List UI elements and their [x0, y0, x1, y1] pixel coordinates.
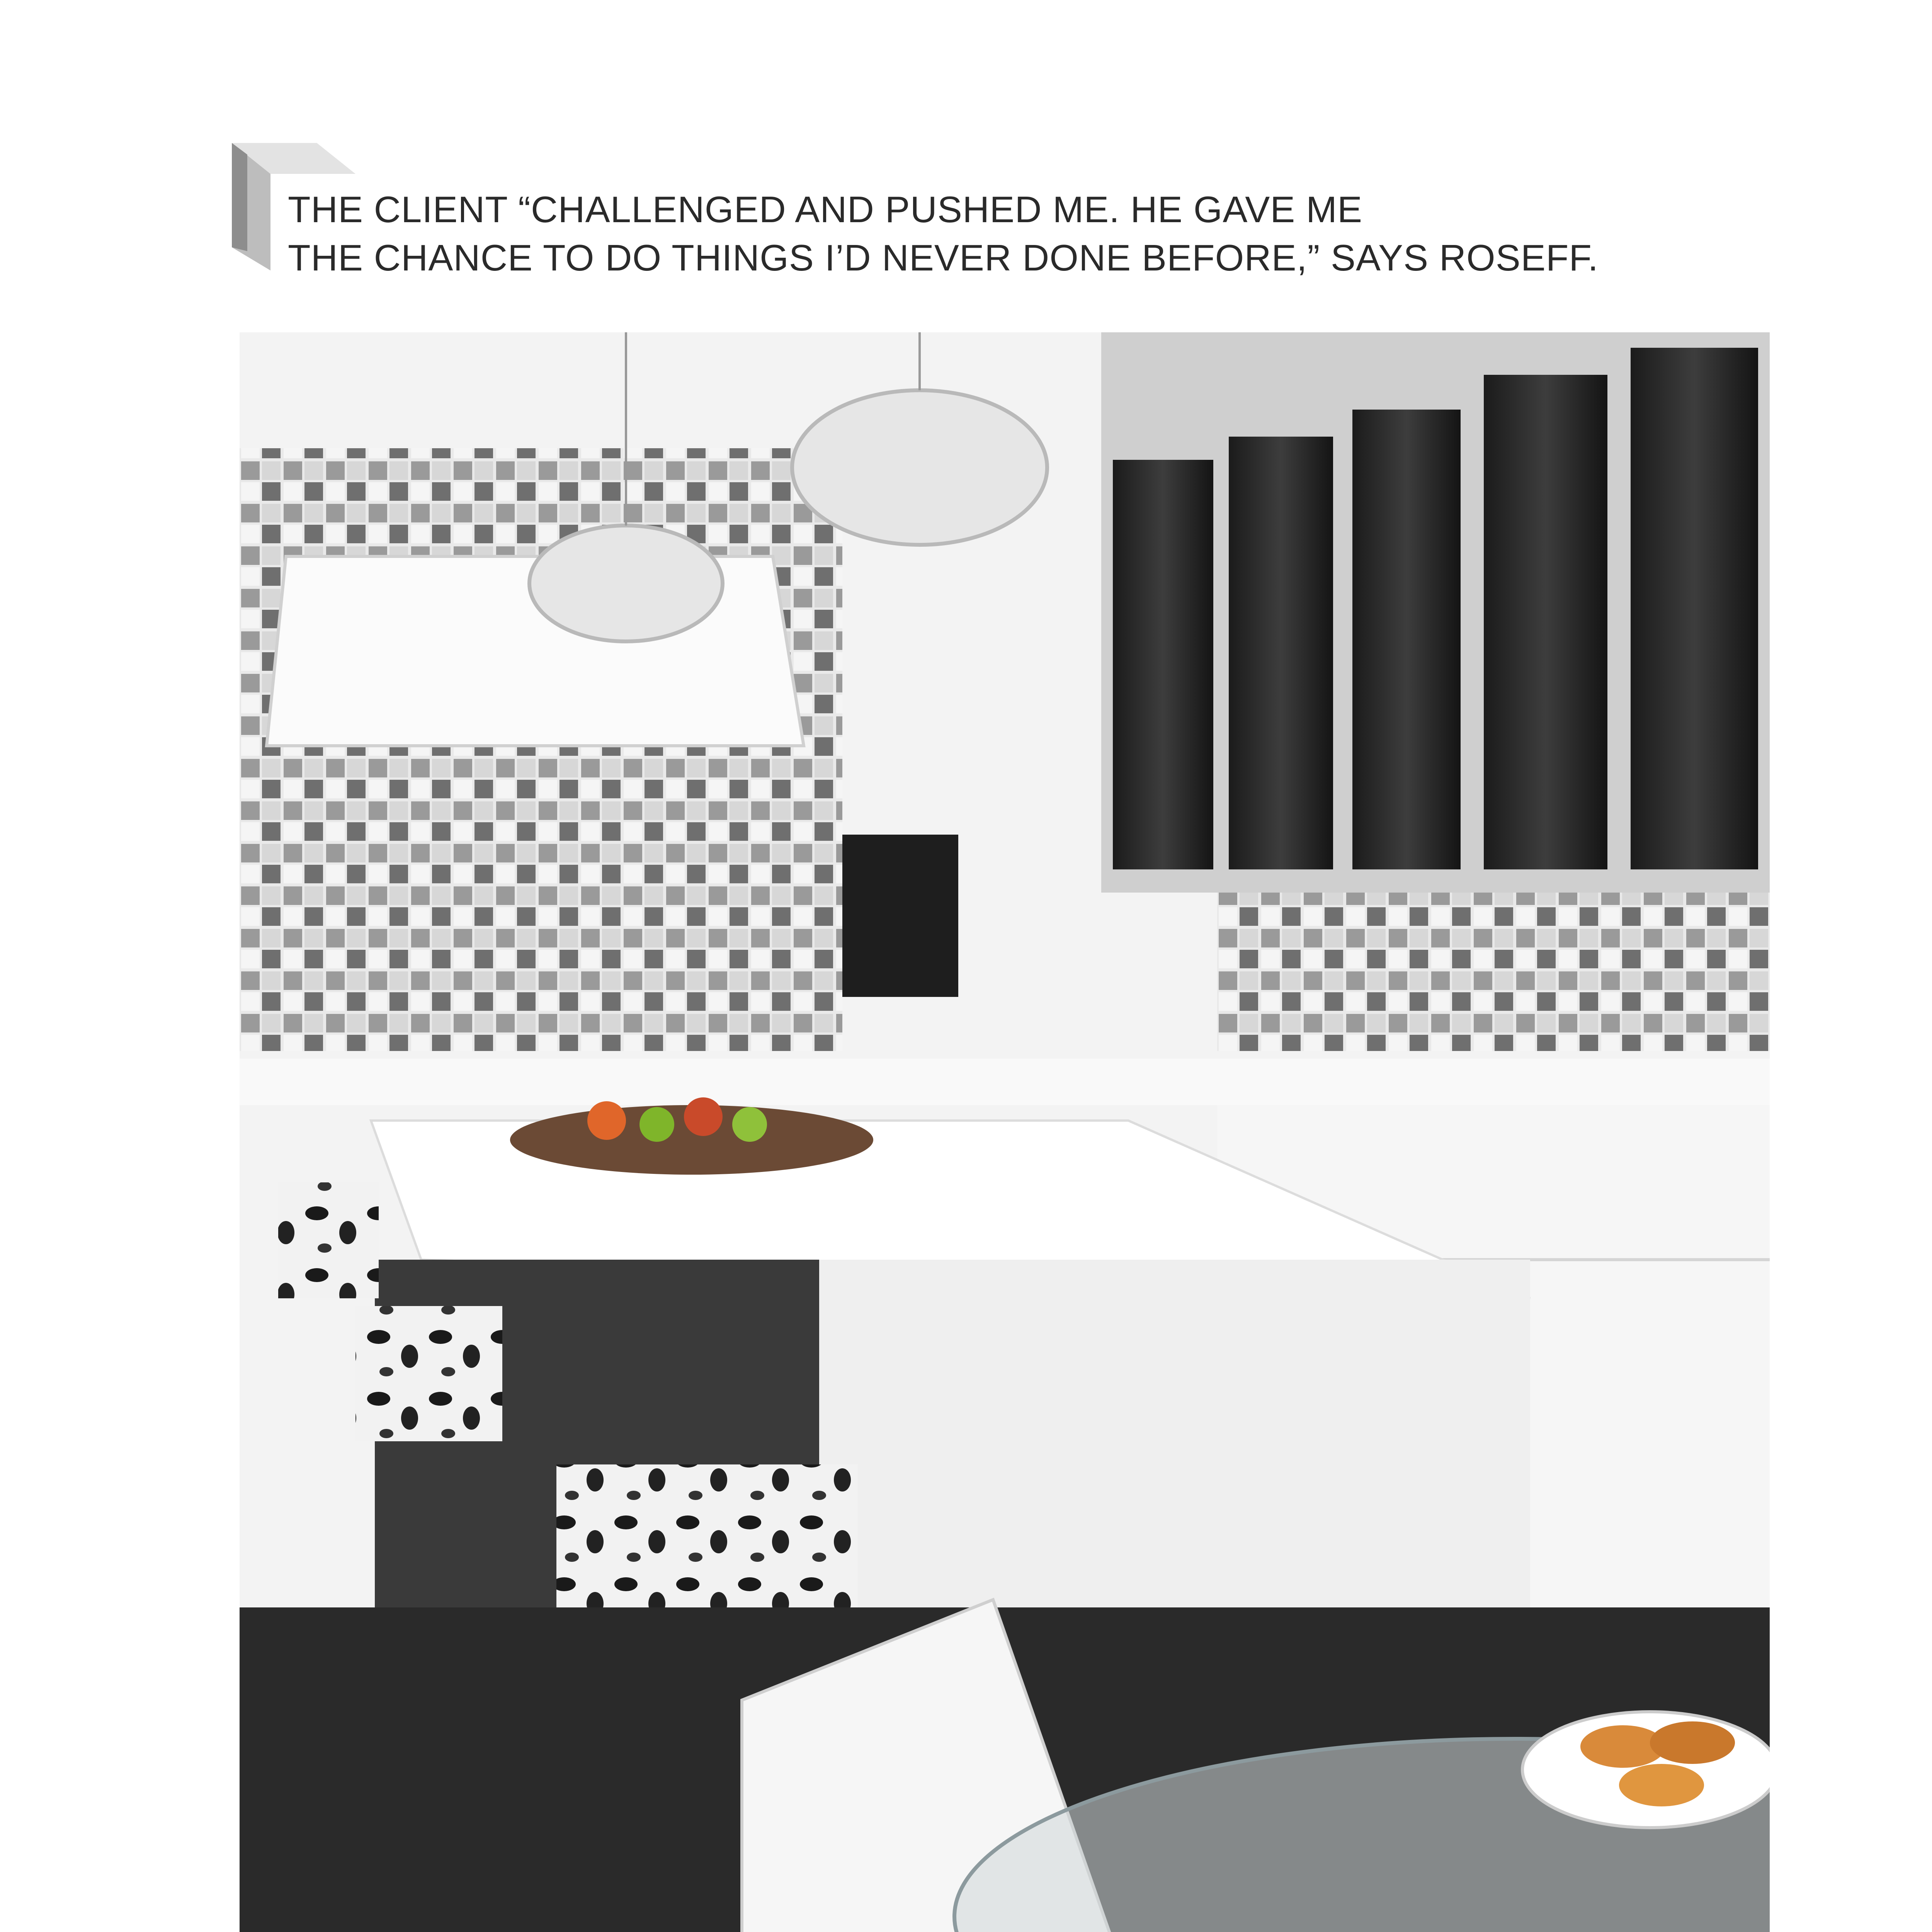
kitchen-photo-icon — [240, 332, 1770, 1932]
pull-quote-line: THE CHANCE TO DO THINGS I’D NEVER DONE BEFORE,” SAYS ROSEFF. — [288, 237, 1599, 279]
pull-quote-line: THE CLIENT “CHALLENGED AND PUSHED ME. HE GAVE ME — [288, 189, 1362, 230]
kitchen-photo — [240, 332, 1770, 1932]
pull-quote — [288, 185, 1602, 282]
